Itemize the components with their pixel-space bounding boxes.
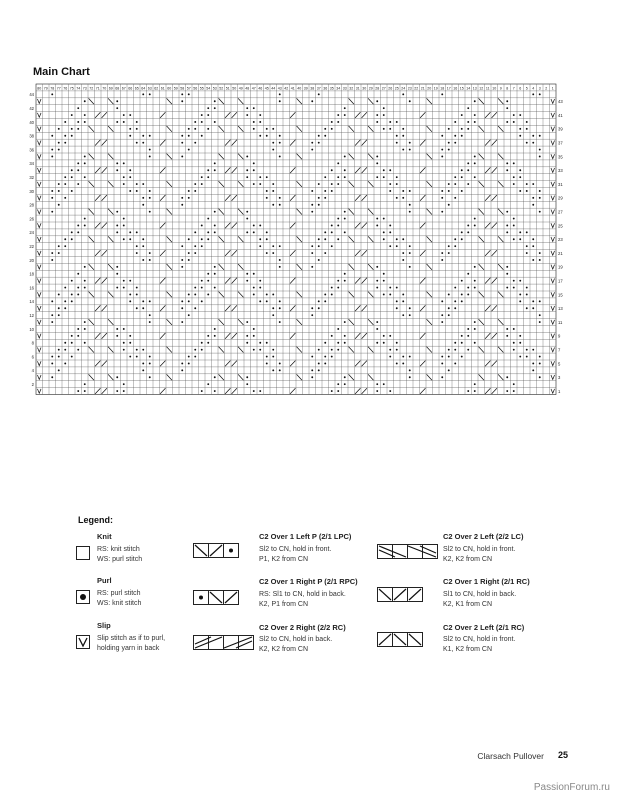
legend-slip-title: Slip [97,621,111,630]
chart-title: Main Chart [33,66,90,78]
legend-lc22-desc-1: Sl2 to CN, hold in front. [443,546,516,553]
stitch-number: 75 [69,86,74,91]
row-number-right: 15 [558,292,563,298]
row-number-right: 23 [558,237,563,243]
stitch-number: 25 [394,86,399,91]
watermark-text: PassionForum.ru [533,782,610,793]
row-number-right: 37 [558,140,563,146]
row-number-right: 33 [558,168,563,174]
row-number-right: 17 [558,278,563,284]
row-number-right: 21 [558,250,563,256]
row-number-left: 6 [31,354,34,360]
legend-rc21-title: C2 Over 1 Right (2/1 RC) [443,577,530,586]
stitch-number: 53 [212,86,217,91]
row-number-right: 11 [558,319,563,325]
row-number-left: 26 [29,216,34,222]
row-number-left: 16 [29,285,34,291]
stitch-number: 62 [154,86,159,91]
legend-rc22-desc-1: Sl2 to CN, hold in back. [259,636,333,643]
stitch-number: 5 [525,86,528,91]
stitch-number: 28 [375,86,380,91]
legend-knit-desc-rs: RS: knit stitch [97,546,140,553]
stitch-number: 52 [219,86,224,91]
stitch-number: 34 [336,86,341,91]
stitch-number: 58 [180,86,185,91]
stitch-number: 68 [115,86,120,91]
row-number-left: 14 [29,299,34,305]
stitch-number: 31 [355,86,360,91]
stitch-number: 77 [56,86,61,91]
stitch-number: 38 [310,86,315,91]
row-number-right: 7 [558,347,561,353]
legend-rpc-desc-2: K2, P1 from CN [259,601,309,608]
stitch-number: 20 [427,86,432,91]
stitch-number: 32 [349,86,354,91]
stitch-number: 30 [362,86,367,91]
row-number-left: 44 [29,92,34,98]
row-number-left: 30 [29,188,34,194]
stitch-number: 79 [43,86,48,91]
stitch-number: 48 [245,86,250,91]
legend-rc22-title: C2 Over 2 Right (2/2 RC) [259,623,346,632]
legend-lc22-desc-2: K2, K2 from CN [443,556,493,563]
row-number-left: 32 [29,175,34,180]
row-number-left: 4 [31,368,34,374]
stitch-number: 37 [316,86,321,91]
row-number-left: 2 [31,382,34,387]
stitch-number: 45 [264,86,269,91]
row-number-right: 29 [558,195,563,201]
row-number-right: 19 [558,264,563,270]
stitch-number: 46 [258,86,263,91]
row-number-left: 18 [29,271,34,277]
legend-lpc-desc-2: P1, K2 from CN [259,556,309,563]
legend-lc21-desc-2: K1, K2 from CN [443,646,493,653]
stitch-number: 36 [323,86,328,91]
row-number-left: 42 [29,106,34,111]
stitch-number: 23 [407,86,412,91]
row-number-right: 25 [558,223,563,229]
stitch-number: 44 [271,86,276,91]
footer-pattern-name: Clarsach Pullover [477,751,544,761]
stitch-number: 65 [134,86,139,91]
row-number-left: 34 [29,161,34,167]
stitch-number: 6 [519,86,522,91]
legend-purl-desc-ws: WS: knit stitch [97,600,142,607]
legend-lpc-desc-1: Sl2 to CN, hold in front. [259,546,332,553]
row-number-right: 27 [558,209,563,215]
row-number-right: 35 [558,154,563,160]
lc-2-1-symbol-icon [377,632,423,647]
stitch-number: 71 [95,86,100,91]
legend-rc22-desc-2: K2, K2 from CN [259,646,309,653]
row-number-right: 31 [558,181,563,187]
lpc-2-1-symbol-icon [193,543,239,558]
row-number-left: 24 [29,230,34,236]
stitch-number: 50 [232,86,237,91]
stitch-number: 39 [303,86,308,91]
stitch-number: 33 [342,86,347,91]
stitch-number: 29 [368,86,373,91]
stitch-number: 61 [160,86,165,91]
lc-2-2-symbol-icon [377,544,438,559]
stitch-number: 2 [545,86,548,91]
stitch-number: 27 [381,86,386,91]
rc-2-2-symbol-icon [193,635,254,650]
row-number-left: 36 [29,147,34,153]
legend-rc21-desc-1: Sl1 to CN, hold in back. [443,591,517,598]
legend-lc21-title: C2 Over 2 Left (2/1 RC) [443,623,525,632]
row-number-right: 43 [558,99,563,105]
footer-page-number: 25 [557,750,568,760]
legend-slip-desc-2: holding yarn in back [97,645,160,652]
stitch-number: 49 [238,86,243,91]
stitch-number: 54 [206,86,211,91]
stitch-number: 64 [141,86,146,91]
legend-slip-desc-1: Slip stitch as if to purl, [97,635,166,642]
stitch-number: 78 [50,86,55,91]
row-number-left: 40 [29,119,34,125]
rpc-2-1-symbol-icon [193,590,239,605]
stitch-number: 60 [167,86,172,91]
stitch-number: 59 [173,86,178,91]
row-number-left: 10 [29,326,34,332]
stitch-number: 12 [479,86,484,91]
legend-lc22-title: C2 Over 2 Left (2/2 LC) [443,532,524,541]
row-number-right: 9 [558,333,561,339]
stitch-number: 80 [37,86,42,91]
legend-knit-desc-ws: WS: purl stitch [97,556,143,563]
stitch-number: 22 [414,86,419,91]
stitch-number: 66 [128,86,133,91]
knit-symbol-icon [76,546,90,560]
stitch-number: 76 [63,86,68,91]
chart-gridlines [36,84,556,395]
stitch-number: 24 [401,86,406,91]
stitch-number: 8 [506,86,509,91]
legend-lc21-desc-1: Sl2 to CN, hold in front. [443,636,516,643]
row-number-right: 13 [558,306,563,312]
stitch-number: 73 [82,86,87,91]
row-number-left: 22 [29,244,34,249]
stitch-number: 15 [459,86,464,91]
stitch-number: 13 [472,86,477,91]
stitch-number: 70 [102,86,107,91]
stitch-number: 7 [512,86,515,91]
stitch-number: 10 [492,86,497,91]
stitch-number: 41 [290,86,295,91]
stitch-number: 72 [89,86,94,91]
legend-rc21-desc-2: K2, K1 from CN [443,601,493,608]
legend-purl-desc-rs: RS: purl stitch [97,590,141,597]
rc-2-1-symbol-icon [377,587,423,602]
legend-knit-title: Knit [97,532,112,541]
row-number-left: 20 [29,257,34,263]
stitch-number: 35 [329,86,334,91]
stitch-number: 9 [499,86,502,91]
stitch-number: 56 [193,86,198,91]
row-number-left: 38 [29,133,34,139]
stitch-number: 14 [466,86,471,91]
stitch-number: 47 [251,86,256,91]
stitch-number: 51 [225,86,230,91]
stitch-number: 55 [199,86,204,91]
stitch-number: 1 [551,86,554,91]
stitch-number: 17 [446,86,451,91]
legend-lpc-title: C2 Over 1 Left P (2/1 LPC) [259,532,352,541]
stitch-number: 69 [108,86,113,91]
row-number-right: 5 [558,361,561,367]
slip-symbol-icon [76,635,90,649]
stitch-number: 19 [433,86,438,91]
purl-symbol-icon [76,590,90,604]
stitch-number: 67 [121,86,126,91]
row-number-left: 12 [29,313,34,318]
legend-rpc-title: C2 Over 1 Right P (2/1 RPC) [259,577,358,586]
row-number-right: 39 [558,126,563,132]
stitch-number: 3 [538,86,541,91]
row-number-left: 8 [31,340,34,346]
legend-title: Legend: [78,515,113,525]
stitch-number: 40 [297,86,302,91]
stitch-number: 63 [147,86,152,91]
row-number-right: 3 [558,375,561,381]
legend-purl-title: Purl [97,576,112,585]
row-number-right: 41 [558,112,563,118]
stitch-number: 21 [420,86,425,91]
legend-rpc-desc-1: RS: Sl1 to CN, hold in back. [259,591,346,598]
stitch-number: 26 [388,86,393,91]
stitch-number: 43 [277,86,282,91]
stitch-number: 42 [284,86,289,91]
stitch-number: 18 [440,86,445,91]
row-number-left: 28 [29,202,34,208]
stitch-number: 74 [76,86,81,91]
stitch-number: 4 [532,86,535,91]
stitch-number: 11 [485,86,490,91]
stitch-number: 16 [453,86,458,91]
stitch-number: 57 [186,86,191,91]
row-number-right: 1 [558,388,561,394]
